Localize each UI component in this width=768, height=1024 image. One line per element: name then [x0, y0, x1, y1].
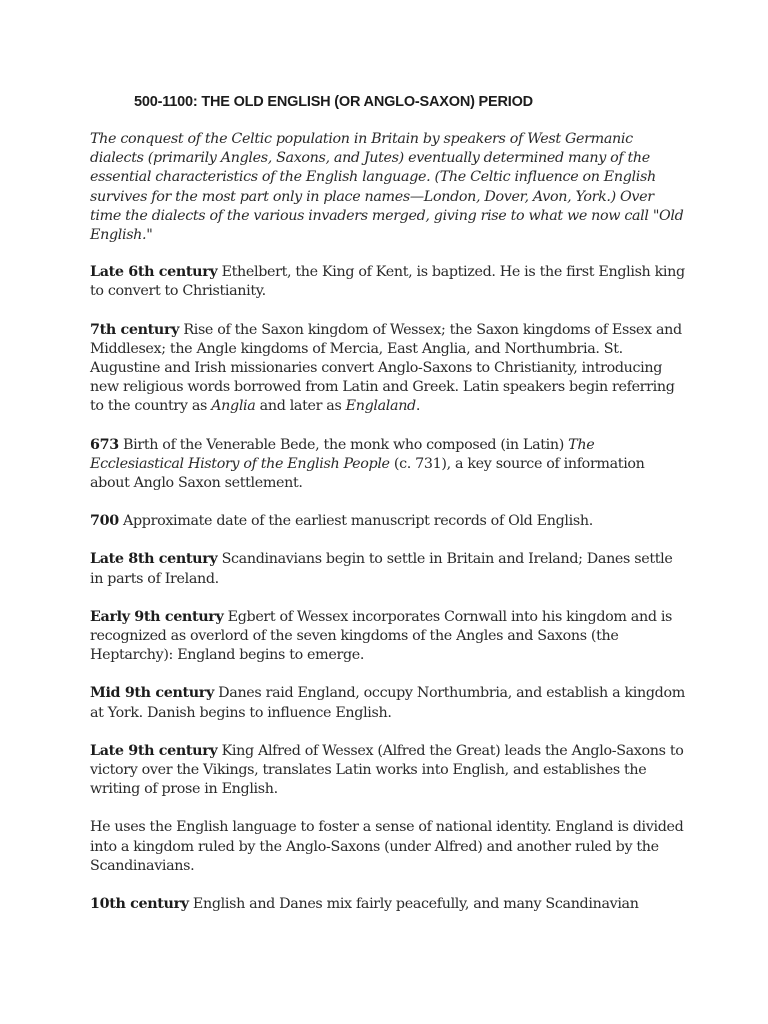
entry-emphasis: Englaland	[345, 398, 416, 415]
entry-700	[90, 512, 686, 531]
entry-text: Scandinavians begin to settle in Britain and Ireland; Danes settle in parts of Ireland.	[90, 551, 673, 587]
entry-text: .	[415, 398, 421, 415]
entry-label: Late 8th century	[90, 551, 218, 568]
entry-text: and later as	[259, 398, 342, 415]
entry-673	[90, 436, 686, 494]
entry-text: King Alfred of Wessex (Alfred the Great) leads the Anglo-Saxons to victory over the Vikings, translates Latin works into English, and establishes the writing of prose in English.	[90, 742, 684, 798]
entry-10th-century	[90, 895, 686, 914]
entry-late-6th-century	[90, 263, 686, 301]
document-body	[90, 130, 686, 933]
entry-label: Late 6th century	[90, 264, 218, 281]
entry-label: Early 9th century	[90, 608, 224, 625]
entry-text: He uses the English language to foster a sense of national identity. England is divided into a kingdom ruled by the Anglo-Saxons (under Alfred) and another ruled by the Scandinavians.	[90, 819, 684, 874]
entry-continuation-paragraph	[90, 818, 686, 876]
page-title: 500-1100: THE OLD ENGLISH (OR ANGLO-SAXON) PERIOD	[134, 94, 533, 110]
intro-paragraph: The conquest of the Celtic population in Britain by speakers of West Germanic dialects (primarily Angles, Saxons, and Jutes) eventually determined many of the essential characteristics of the English language. (The Celtic influence on English survives for the most part only in place names—London, Dover, Avon, York.) Over time the dialects of the various invaders merged, giving rise to what we now call "Old English."	[90, 131, 684, 244]
entry-text: Danes raid England, occupy Northumbria, and establish a kingdom at York. Danish begins to influence English.	[90, 685, 685, 721]
entry-label: Late 9th century	[90, 742, 218, 759]
entry-label: 673	[90, 436, 119, 453]
entry-early-9th-century	[90, 608, 686, 666]
entry-text: Ethelbert, the King of Kent, is baptized. He is the first English king to convert to Christianity.	[90, 264, 685, 300]
entry-text: English and Danes mix fairly peacefully, and many Scandinavian	[192, 896, 639, 913]
entry-label: 10th century	[90, 896, 189, 913]
entry-late-8th-century	[90, 550, 686, 588]
entry-text: Rise of the Saxon kingdom of Wessex; the Saxon kingdoms of Essex and Middlesex; the Angle kingdoms of Mercia, East Anglia, and Northumbria. St. Augustine and Irish missionaries convert Anglo-Saxons to Christianity, introducing new religious words borrowed from Latin and Greek. Latin speakers begin referring to the country as	[90, 321, 682, 415]
entry-label: 700	[90, 513, 119, 530]
entry-emphasis: The Ecclesiastical History of the English People	[90, 436, 595, 472]
entry-emphasis: Anglia	[211, 398, 256, 415]
entry-late-9th-century	[90, 742, 686, 800]
entry-text: (c. 731), a key source of information about Anglo Saxon settlement.	[90, 455, 645, 492]
entry-text: Birth of the Venerable Bede, the monk who composed (in Latin)	[123, 436, 564, 453]
entry-7th-century	[90, 321, 686, 417]
entry-text: Egbert of Wessex incorporates Cornwall into his kingdom and is recognized as overlord of the seven kingdoms of the Angles and Saxons (the Heptarchy): England begins to emerge.	[90, 608, 673, 664]
entry-text: Approximate date of the earliest manuscript records of Old English.	[123, 513, 593, 530]
entry-mid-9th-century	[90, 684, 686, 722]
entry-label: Mid 9th century	[90, 685, 214, 702]
entry-label: 7th century	[90, 321, 180, 338]
